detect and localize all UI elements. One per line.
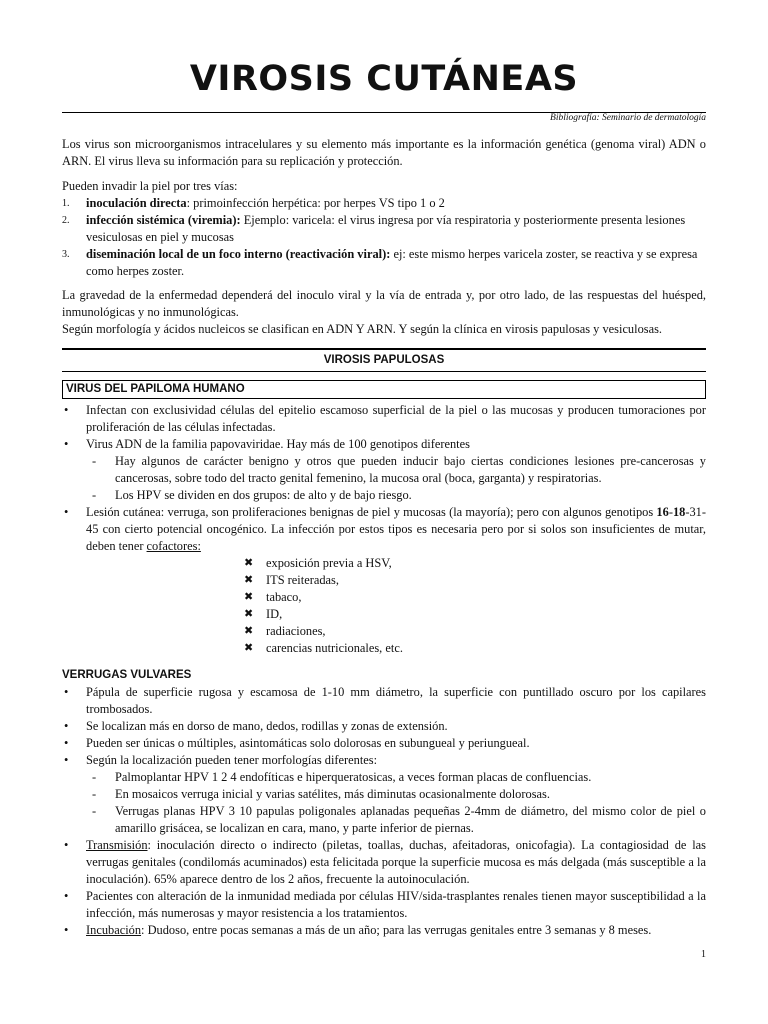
- cofactor-item: [62, 640, 706, 657]
- route-number: 2.: [62, 215, 70, 226]
- list-item-text: Según la localización pueden tener morfologías diferentes:: [86, 753, 378, 767]
- list-item-text: Pacientes con alteración de la inmunidad mediada por células HIV/sida-trasplantes renales tienen mayor susceptibilidad a la infección, más numerosas y mayor resistencia a los tratamientos.: [86, 889, 706, 920]
- sub-list-item-text: Verrugas planas HPV 3 10 papulas poligonales aplanadas pequeñas 2-4mm de diámetro, del mismo color de piel o amarillo grisácea, se localizan en cara, mano, y parte inferior de piernas.: [115, 804, 706, 835]
- route-number: 3.: [62, 249, 70, 260]
- route-number: 1.: [62, 198, 70, 209]
- dash-icon: -: [92, 770, 97, 784]
- list-item-text: : Dudoso, entre pocas semanas a más de un año; para las verrugas genitales entre 3 semanas y 8 meses.: [141, 923, 652, 937]
- dash-icon: -: [92, 488, 97, 502]
- route-text: ej: este mismo herpes varicela zoster, se reactiva y se expresa como herpes zoster.: [86, 247, 698, 278]
- list-item: [62, 402, 706, 436]
- cofactor-item: [62, 606, 706, 623]
- intro-section: [62, 136, 706, 338]
- list-item-text: Virus ADN de la familia papovaviridae. Hay más de 100 genotipos diferentes: [86, 437, 470, 451]
- intro-paragraph-4: Según morfología y ácidos nucleicos se clasifican en ADN Y ARN. Y según la clínica en virosis papulosas y vesiculosas.: [62, 322, 663, 336]
- list-item: [62, 718, 706, 735]
- x-mark-icon: ✖: [244, 591, 254, 603]
- bullet-icon: •: [64, 685, 69, 699]
- hpv-heading: VIRUS DEL PAPILOMA HUMANO: [62, 380, 706, 399]
- cofactor-text: tabaco,: [266, 590, 302, 604]
- list-item-text: Se localizan más en dorso de mano, dedos, rodillas y zonas de extensión.: [86, 719, 448, 733]
- dash-icon: -: [92, 454, 97, 468]
- x-mark-icon: ✖: [244, 608, 254, 620]
- intro-paragraph-3: La gravedad de la enfermedad dependerá del inoculo viral y la vía de entrada y, por otro lado, de las respuestas del huésped, inmunológicas y no inmunológicas.: [62, 288, 706, 319]
- bullet-icon: •: [64, 838, 69, 852]
- bullet-icon: •: [64, 923, 69, 937]
- sub-list-item-text: En mosaicos verruga inicial y varias satélites, más diminutas ocasionalmente dolorosas.: [115, 787, 550, 801]
- x-mark-icon: ✖: [244, 574, 254, 586]
- cofactor-item: [62, 589, 706, 606]
- incubation-label: Incubación: [86, 923, 142, 937]
- sub-list-item-text: Los HPV se dividen en dos grupos: de alto y de bajo riesgo.: [115, 488, 412, 502]
- cofactors-label: cofactores:: [146, 539, 201, 553]
- sub-list-item: [62, 769, 706, 786]
- bullet-icon: •: [64, 736, 69, 750]
- list-item-text: Pueden ser únicas o múltiples, asintomáticas solo dolorosas en subungueal y periungueal.: [86, 736, 530, 750]
- bullet-icon: •: [64, 437, 69, 451]
- route-text: : primoinfección herpética: por herpes VS tipo 1 o 2: [186, 196, 445, 210]
- warts-section: [62, 667, 706, 939]
- list-item: [62, 436, 706, 453]
- section-rule-top: [62, 348, 706, 350]
- genotype-16: 16: [656, 505, 669, 519]
- route-item-2: [62, 212, 706, 246]
- route-text: Ejemplo: varicela: el virus ingresa por vía respiratoria y posteriormente presenta lesiones vesiculosas en piel y mucosas: [86, 213, 686, 244]
- list-item: [62, 888, 706, 922]
- list-item: [62, 504, 706, 555]
- list-item-text: -31-45 con cierto potencial oncogénico. La infección por estos tipos es necesaria pero por si solos son insuficientes de mutar, deben tener: [86, 505, 706, 553]
- list-item: [62, 684, 706, 718]
- list-item: [62, 837, 706, 888]
- list-item-text: Infectan con exclusividad células del epitelio escamoso superficial de la piel o las mucosas y producen tumoraciones por proliferación de las células infectadas.: [86, 403, 706, 434]
- intro-paragraph-2: Pueden invadir la piel por tres vías:: [62, 179, 238, 193]
- sub-list-item-text: Palmoplantar HPV 1 2 4 endofíticas e hiperqueratosicas, a veces forman placas de confluencias.: [115, 770, 592, 784]
- list-item: [62, 922, 706, 939]
- sub-list-item: [62, 803, 706, 837]
- list-item-text: Pápula de superficie rugosa y escamosa de 1-10 mm diámetro, la superficie con puntillado oscuro por los capilares trombosados.: [86, 685, 706, 716]
- cofactor-text: ID,: [266, 607, 283, 621]
- list-item-text: : inoculación directo o indirecto (piletas, toallas, duchas, afeitadoras, onicofagia). La contagiosidad de las verrugas genitales (condilomás acuminados) esta felicitada porque la superficie mucosa es más delgada (más susceptible a la inoculación). 65% aparece dentro de los 2 años, frecuente la autoinoculación.: [86, 838, 706, 886]
- transmission-label: Transmisión: [86, 838, 148, 852]
- x-mark-icon: ✖: [244, 625, 254, 637]
- list-item-text: Lesión cutánea: verruga, son proliferaciones benignas de piel y mucosas (la mayoría); pero con algunos genotipos: [86, 505, 657, 519]
- route-title: inoculación directa: [86, 196, 187, 210]
- bullet-icon: •: [64, 753, 69, 767]
- page-number: 1: [701, 949, 706, 960]
- route-title: diseminación local de un foco interno (reactivación viral):: [86, 247, 391, 261]
- cofactor-text: ITS reiteradas,: [266, 573, 339, 587]
- dash-icon: -: [92, 787, 97, 801]
- page-title: VIROSIS CUTÁNEAS: [189, 59, 579, 99]
- hpv-section: [62, 402, 706, 657]
- sub-list-item: [62, 487, 706, 504]
- route-title: infección sistémica (viremia):: [86, 213, 241, 227]
- bullet-icon: •: [64, 889, 69, 903]
- bibliography-note: Bibliografía: Seminario de dermatología: [550, 113, 706, 123]
- cofactor-item: [62, 555, 706, 572]
- route-item-1: [62, 195, 706, 212]
- sub-list-item: [62, 786, 706, 803]
- cofactor-text: radiaciones,: [266, 624, 326, 638]
- x-mark-icon: ✖: [244, 557, 254, 569]
- intro-paragraph-1: Los virus son microorganismos intracelulares y su elemento más importante es la información genética (genoma viral) ADN o ARN. El virus lleva su información para su replicación y protección.: [62, 137, 706, 168]
- dash-icon: -: [92, 804, 97, 818]
- section-title: VIROSIS PAPULOSAS: [323, 354, 445, 366]
- warts-heading: VERRUGAS VULVARES: [62, 669, 192, 681]
- cofactor-text: carencias nutricionales, etc.: [266, 641, 403, 655]
- bullet-icon: •: [64, 505, 69, 519]
- list-item: [62, 735, 706, 752]
- cofactor-item: [62, 623, 706, 640]
- genotype-18: 18: [672, 505, 686, 519]
- section-rule-bottom: [62, 371, 706, 372]
- separator: -: [668, 505, 673, 519]
- list-item: [62, 752, 706, 769]
- cofactor-text: exposición previa a HSV,: [266, 556, 392, 570]
- cofactor-item: [62, 572, 706, 589]
- x-mark-icon: ✖: [244, 642, 254, 654]
- sub-list-item: [62, 453, 706, 487]
- bullet-icon: •: [64, 403, 69, 417]
- bullet-icon: •: [64, 719, 69, 733]
- route-item-3: [62, 246, 706, 280]
- sub-list-item-text: Hay algunos de carácter benigno y otros que pueden inducir bajo ciertas condiciones lesiones pre-cancerosas y cancerosas, sobre todo del tracto genital femenino, la mucosa oral (boca, garganta) y respiratorias.: [115, 454, 706, 485]
